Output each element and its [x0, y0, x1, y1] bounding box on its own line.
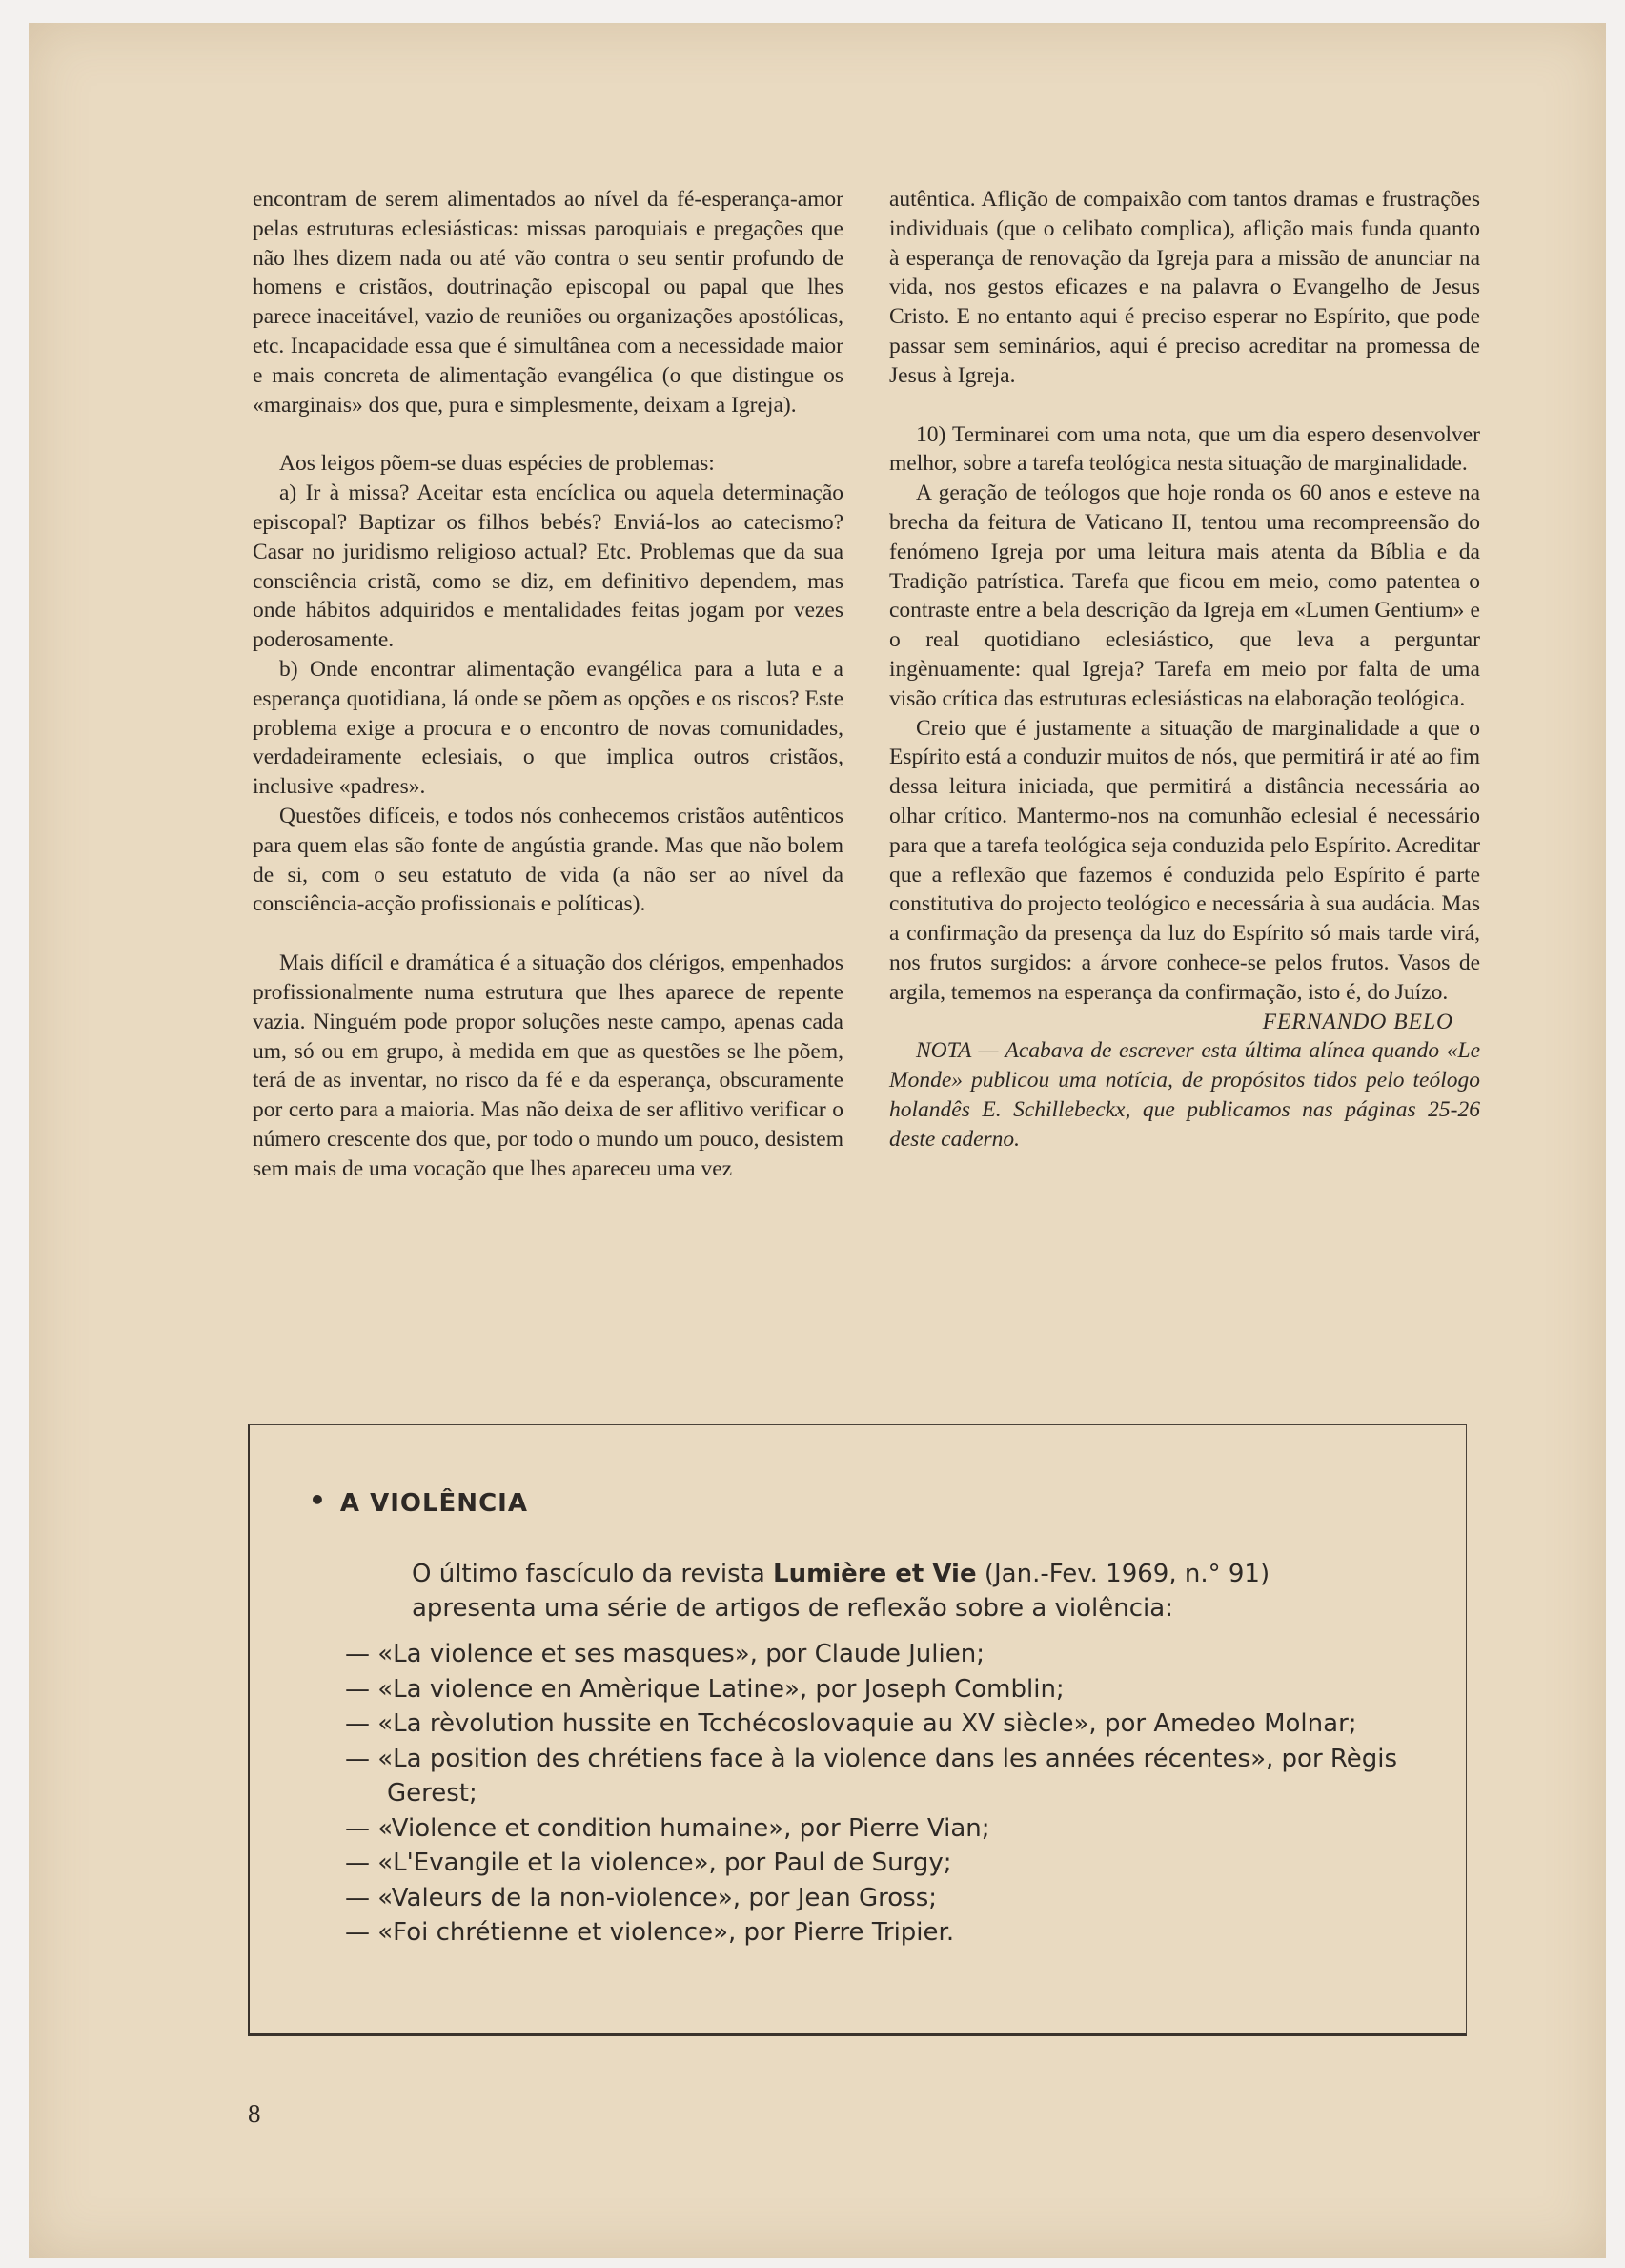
list-item: — «Violence et condition humaine», por Pierre Vian; — [345, 1813, 990, 1843]
page-number: 8 — [248, 2099, 261, 2128]
magazine-page — [29, 23, 1606, 2258]
list-item: — «La position des chrétiens face à la violence dans les années récentes», por Règis Gerest; — [345, 1744, 1398, 1808]
box-intro — [412, 1557, 1384, 1625]
paragraph: autêntica. Aflição de compaixão com tantos dramas e frustrações individuais (que o celibato complica), aflição mais funda quanto à esperança de renovação da Igreja para a missão de anunciar na vida, nos gestos eficazes e na palavra o Evangelho de Jesus Cristo. E no entanto aqui é preciso esperar no Espírito, que pode passar sem seminários, aqui é preciso acreditar na promessa de Jesus à Igreja. — [889, 187, 1480, 388]
bullet-icon: • — [309, 1484, 327, 1516]
list-item: — «La rèvolution hussite en Tcchécoslovaquie au XV siècle», por Amedeo Molnar; — [345, 1709, 1357, 1738]
paragraph: b) Onde encontrar alimentação evangélica para a luta e a esperança quotidiana, lá onde se põem as opções e os riscos? Este problema exige a procura e o encontro de novas comunidades, verdadeiramente eclesiais, o que implica outros cristãos, inclusive «padres». — [253, 656, 843, 800]
list-item: — «La violence en Amèrique Latine», por Joseph Comblin; — [345, 1674, 1065, 1704]
paragraph: encontram de serem alimentados ao nível da fé-esperança-amor pelas estruturas eclesiásticas: missas paroquiais e pregações que não lhes dizem nada ou até vão contra o seu sentir profundo de homens e cristãos, doutrinação episcopal ou papal que lhes parece inaceitável, vazio de reuniões ou organizações apostólicas, etc. Incapacidade essa que é simultânea com a necessidade maior e mais concreta de alimentação evangélica (o que distingue os «marginais» dos que, pura e simplesmente, deixam a Igreja). — [253, 187, 843, 418]
intro-text-end: (Jan.-Fev. 1969, n.° 91) apresenta uma série de artigos de reflexão sobre a violência: — [412, 1560, 1270, 1623]
paragraph: Aos leigos põem-se duas espécies de problemas: — [279, 451, 715, 477]
paragraph: 10) Terminarei com uma nota, que um dia espero desenvolver melhor, sobre a tarefa teológica nesta situação de marginalidade. — [889, 421, 1480, 477]
paragraph: A geração de teólogos que hoje ronda os 60 anos e esteve na brecha da feitura de Vaticano II, tentou uma recompreensão do fenómeno Igreja por uma leitura mais atenta da Bíblia e da Tradição patrística. Tarefa que ficou em meio, como patentea o contraste entre a bela descrição da Igreja em «Lumen Gentium» e o real quotidiano eclesiástico, que leva a perguntar ingènuamente: qual Igreja? Tarefa em meio por falta de uma visão crítica das estruturas eclesiásticas na elaboração teológica. — [889, 480, 1480, 711]
footnote: NOTA — Acabava de escrever esta última alínea quando «Le Monde» publicou uma notícia, de propósitos tidos pelo teólogo holandês E. Schillebeckx, que publicamos nas páginas 25-26 deste caderno. — [889, 1038, 1480, 1152]
violence-box — [248, 1424, 1467, 2036]
paragraph: Questões difíceis, e todos nós conhecemos cristãos autênticos para quem elas são fonte de angústia grande. Mas que não bolem de si, com o seu estatuto de vida (a não ser ao nível da consciência-acção profissionais e políticas). — [253, 803, 843, 917]
list-item: — «Foi chrétienne et violence», por Pierre Tripier. — [345, 1918, 955, 1947]
paragraph: a) Ir à missa? Aceitar esta encíclica ou aquela determinação episcopal? Baptizar os filhos bebés? Enviá-los ao catecismo? Casar no juridismo religioso actual? Etc. Problemas que da sua consciência cristã, como se diz, em definitivo dependem, mas onde hábitos adquiridos e mentalidades feitas jogam por vezes poderosamente. — [253, 480, 843, 653]
intro-text: O último fascículo da revista — [412, 1560, 774, 1588]
right-column — [889, 185, 1480, 1154]
paragraph: Creio que é justamente a situação de marginalidade a que o Espírito está a conduzir muitos de nós, que permitirá ir até ao fim dessa leitura iniciada, que permitirá a distância necessária ao olhar crítico. Mantermo-nos na comunhão eclesial é necessário para que a tarefa teológica seja conduzida pelo Espírito. Acreditar que a reflexão que fazemos é conduzida pelo Espírito é parte constitutiva do projecto teológico e necessária à sua audácia. Mas a confirmação da presença da luz do Espírito só mais tarde virá, nos frutos surgidos: a árvore conhece-se pelos frutos. Vasos de argila, tememos na esperança da confirmação, isto é, do Juízo. — [889, 715, 1480, 1005]
box-title — [309, 1484, 528, 1518]
list-item: — «L'Evangile et la violence», por Paul de Surgy; — [345, 1849, 952, 1877]
list-item: — «La violence et ses masques», por Claude Julien; — [345, 1640, 985, 1668]
box-heading: A VIOLÊNCIA — [339, 1489, 528, 1518]
author-signature: FERNANDO BELO — [1262, 1009, 1453, 1034]
paragraph: Mais difícil e dramática é a situação dos clérigos, empenhados profissionalmente numa estrutura que lhes aparece de repente vazia. Ninguém pode propor soluções neste campo, apenas cada um, só ou em grupo, à medida em que as questões se lhe põem, terá de as inventar, no risco da fé e da esperança, obscuramente por certo para a maioria. Mas não deixa de ser aflitivo verificar o número crescente dos que, por todo o mundo um pouco, desistem sem mais de uma vocação que lhes apareceu uma vez — [253, 950, 843, 1181]
list-item: — «Valeurs de la non-violence», por Jean Gross; — [345, 1883, 938, 1912]
journal-title: Lumière et Vie — [773, 1560, 977, 1588]
article-list — [345, 1637, 1403, 1951]
left-column — [253, 185, 843, 1184]
